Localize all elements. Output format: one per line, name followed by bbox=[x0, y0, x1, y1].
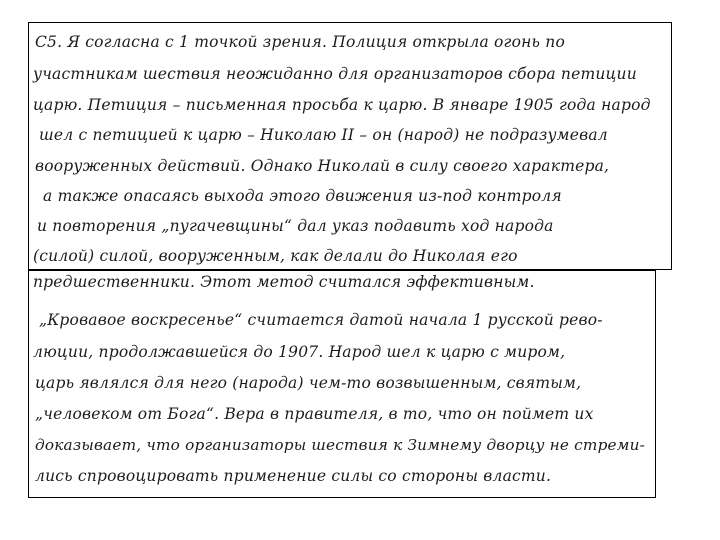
handwritten-line: а также опасаясь выхода этого движения из-под контроля bbox=[43, 187, 562, 205]
handwritten-line: и повторения „пугачевщины“ дал указ подавить ход народа bbox=[37, 217, 554, 235]
handwritten-line: предшественники. Этот метод считался эффективным. bbox=[33, 273, 535, 291]
answer-sheet-bottom bbox=[28, 270, 656, 498]
handwritten-line: (силой) силой, вооруженным, как делали до Николая его bbox=[33, 247, 518, 265]
answer-sheet-top bbox=[28, 22, 672, 270]
handwritten-line: „человеком от Бога“. Вера в правителя, в то, что он поймет их bbox=[35, 405, 594, 423]
handwritten-line: участникам шествия неожиданно для организаторов сбора петиции bbox=[33, 65, 637, 83]
handwritten-line: шел с петицией к царю – Николаю II – он (народ) не подразумевал bbox=[39, 126, 608, 144]
handwritten-line: люции, продолжавшейся до 1907. Народ шел к царю с миром, bbox=[33, 343, 566, 361]
handwritten-line: царь являлся для него (народа) чем-то возвышенным, святым, bbox=[35, 374, 582, 392]
handwritten-line: доказывает, что организаторы шествия к Зимнему дворцу не стреми- bbox=[35, 436, 645, 454]
handwritten-line: царю. Петиция – письменная просьба к царю. В январе 1905 года народ bbox=[33, 96, 651, 114]
handwritten-line: вооруженных действий. Однако Николай в силу своего характера, bbox=[35, 157, 610, 175]
handwritten-line: лись спровоцировать применение силы со стороны власти. bbox=[35, 467, 552, 485]
handwritten-line: „Кровавое воскресенье“ считается датой начала 1 русской рево- bbox=[39, 311, 603, 329]
handwritten-line: С5. Я согласна с 1 точкой зрения. Полиция открыла огонь по bbox=[35, 33, 566, 51]
